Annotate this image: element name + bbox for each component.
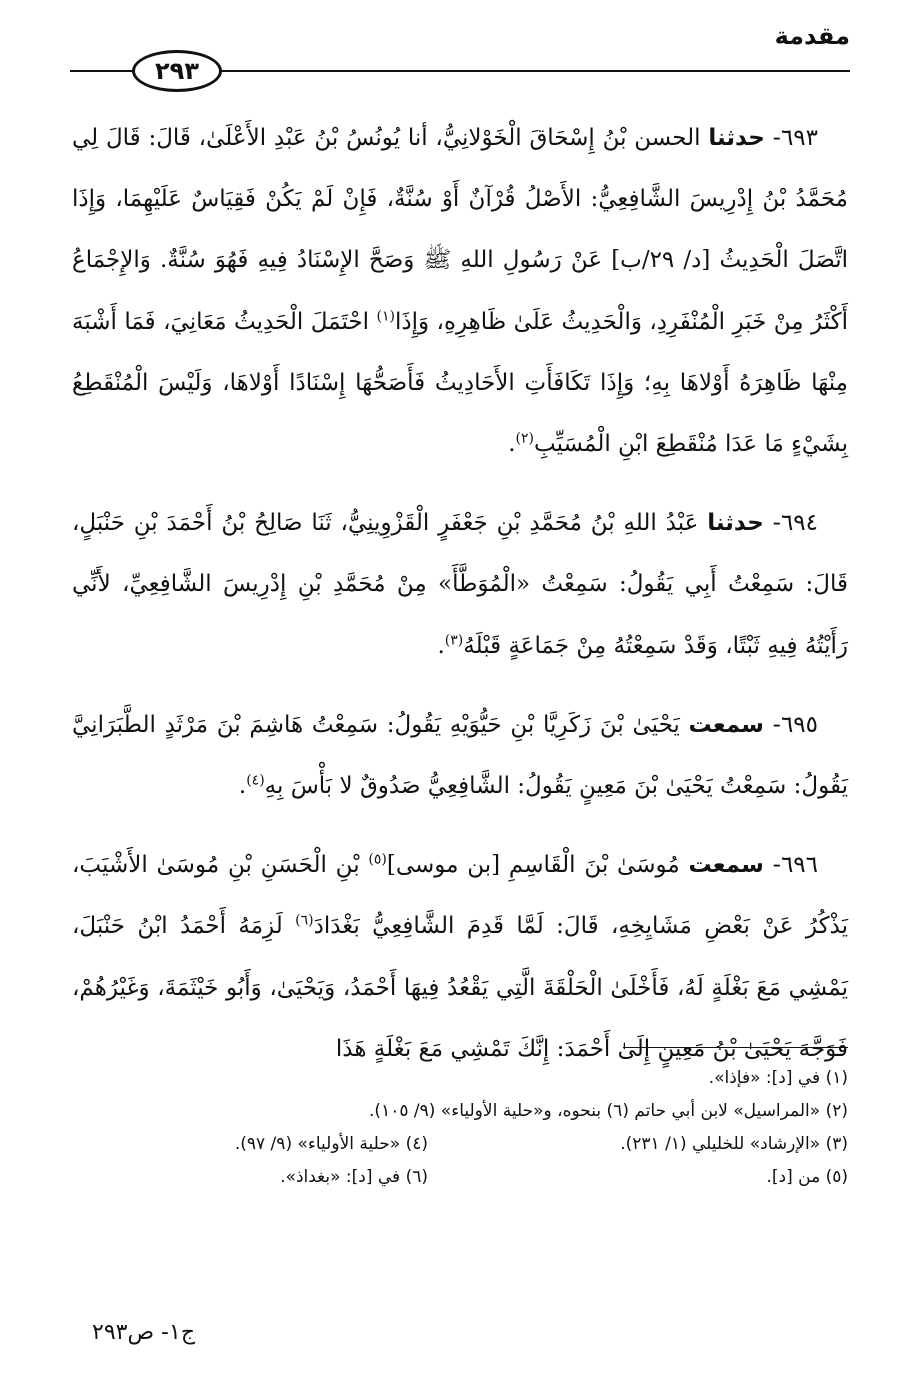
footnote-marker: (٥): [368, 851, 387, 868]
hadith-text: احْتَمَلَ الْحَدِيثُ مَعَانِيَ، فَمَا أَشْبَهَ مِنْهَا ظَاهِرَهُ أَوْلاهَا بِهِ؛ وَإِذَا تَكَافَأَتِ الأَحَادِيثُ فَأَصَحُّهَا إِسْنَادًا أَوْلاهَا، وَلَيْسَ الْمُنْقَطِعُ بِشَيْءٍ مَا عَدَا مُنْقَطِعَ ابْنِ الْمُسَيِّبِ: [72, 308, 848, 458]
hadith-text: الحسن بْنُ إِسْحَاقَ الْخَوْلانِيُّ، أنا يُونُسُ بْنُ عَبْدِ الأَعْلَىٰ، قَالَ: قَالَ لِي مُحَمَّدُ بْنُ إِدْرِيسَ الشَّافِعِيُّ: الأَصْلُ قُرْآنٌ أَوْ سُنَّةٌ، فَإِنْ لَمْ يَكُنْ فَقِيَاسٌ عَلَيْهِمَا، وَإِذَا اتَّصَلَ الْحَدِيثُ [د/ ٢٩/ب] عَنْ رَسُولِ اللهِ ﷺ وَصَحَّ الإِسْنَادُ فِيهِ فَهُوَ سُنَّةٌ. وَالإِجْمَاعُ أَكْثَرُ مِنْ خَبَرِ الْمُنْفَرِدِ، وَالْحَدِيثُ عَلَىٰ ظَاهِرِهِ، وَإِذَا: [72, 125, 849, 335]
footnotes: [72, 1062, 848, 1194]
hadith-text: بْنِ الْحَسَنِ بْنِ مُوسَىٰ الأَشْيَبَ، يَذْكُرُ عَنْ بَعْضِ مَشَايِخِهِ، قَالَ: لَمَّا قَدِمَ الشَّافِعِيُّ بَغْدَادَ: [72, 852, 848, 940]
hadith-lead: سمعت: [688, 711, 764, 738]
footnote-marker: (٢): [515, 430, 534, 447]
page-header: [70, 22, 850, 85]
footnote-4: (٤) «حلية الأولياء» (٩/ ٩٧).: [234, 1134, 428, 1154]
footnote-2: (٢) «المراسيل» لابن أبي حاتم (٦) بنحوه، و«حلية الأولياء» (٩/ ١٠٥).: [369, 1101, 848, 1121]
hadith-696: [72, 835, 848, 1080]
hadith-lead: حدثنا: [707, 510, 764, 537]
hadith-text: يَحْيَىٰ بْنَ زَكَرِيَّا بْنِ حَيُّوَيْهِ يَقُولُ: سَمِعْتُ هَاشِمَ بْنَ مَرْثَدٍ الطَّبَرَانِيَّ يَقُولُ: سَمِعْتُ يَحْيَىٰ بْنَ مَعِينٍ يَقُولُ: الشَّافِعِيُّ صَدُوقٌ لا بَأْسَ بِهِ: [72, 711, 848, 800]
footnote-row: [72, 1161, 848, 1194]
page-number-badge: ٢٩٣: [132, 50, 222, 92]
hadith-693: [72, 108, 848, 475]
footnote-marker: (١): [376, 307, 395, 324]
hadith-number: ٦٩٤-: [772, 510, 818, 537]
hadith-number: ٦٩٦-: [772, 852, 818, 879]
running-head: مقدمة: [774, 22, 850, 50]
footnote-3: (٣) «الإرشاد» للخليلي (١/ ٢٣١).: [620, 1134, 848, 1154]
main-text: [72, 108, 848, 1098]
footnote-marker: (٣): [444, 631, 464, 648]
hadith-lead: حدثنا: [708, 125, 765, 151]
hadith-text: .: [238, 773, 247, 800]
footnote-row: [72, 1128, 848, 1161]
footnote-marker: (٤): [246, 772, 265, 789]
footnote-marker: (٦): [295, 912, 314, 929]
footnote-5: (٥) من [د].: [766, 1167, 848, 1187]
hadith-lead: سمعت: [688, 852, 764, 879]
hadith-text: .: [437, 632, 445, 659]
volume-page-reference: ج١- ص٢٩٣: [92, 1320, 196, 1345]
footnote-separator: [623, 1047, 848, 1048]
hadith-text: مُوسَىٰ بْنَ الْقَاسِمِ [بن موسى]: [386, 852, 689, 879]
hadith-695: [72, 695, 848, 817]
footnote-6: (٦) في [د]: «بغداذ».: [280, 1167, 428, 1187]
hadith-number: ٦٩٥-: [772, 711, 819, 738]
hadith-text: عَبْدُ اللهِ بْنُ مُحَمَّدِ بْنِ جَعْفَرٍ الْقَزْوِينِيُّ، ثَنَا صَالِحُ بْنُ أَحْمَدَ بْنِ حَنْبَلٍ، قَالَ: سَمِعْتُ أَبِي يَقُولُ: سَمِعْتُ «الْمُوَطَّأَ» مِنْ مُحَمَّدِ بْنِ إِدْرِيسَ الشَّافِعِيِّ، لأَنِّي رَأَيْتُهُ فِيهِ ثَبْتًا، وَقَدْ سَمِعْتُهُ مِنْ جَمَاعَةٍ قَبْلَهُ: [72, 510, 848, 659]
hadith-number: ٦٩٣-: [772, 125, 818, 151]
footnote-1: (١) في [د]: «فإذا».: [708, 1068, 848, 1088]
hadith-text: .: [508, 431, 516, 458]
hadith-text: لَزِمَهُ أَحْمَدُ ابْنُ حَنْبَلَ، يَمْشِي مَعَ بَغْلَةٍ لَهُ، فَأَخْلَىٰ الْحَلْقَةَ الَّتِي يَقْعُدُ فِيهَا أَحْمَدُ، وَيَحْيَىٰ، وَأَبُو خَيْثَمَةَ، وَغَيْرُهُمْ، فَوَجَّهَ يَحْيَىٰ بْنُ مَعِينٍ إِلَىٰ أَحْمَدَ: إِنَّكَ تَمْشِي مَعَ بَغْلَةٍ هَذَا: [72, 913, 848, 1062]
hadith-694: [72, 493, 848, 677]
